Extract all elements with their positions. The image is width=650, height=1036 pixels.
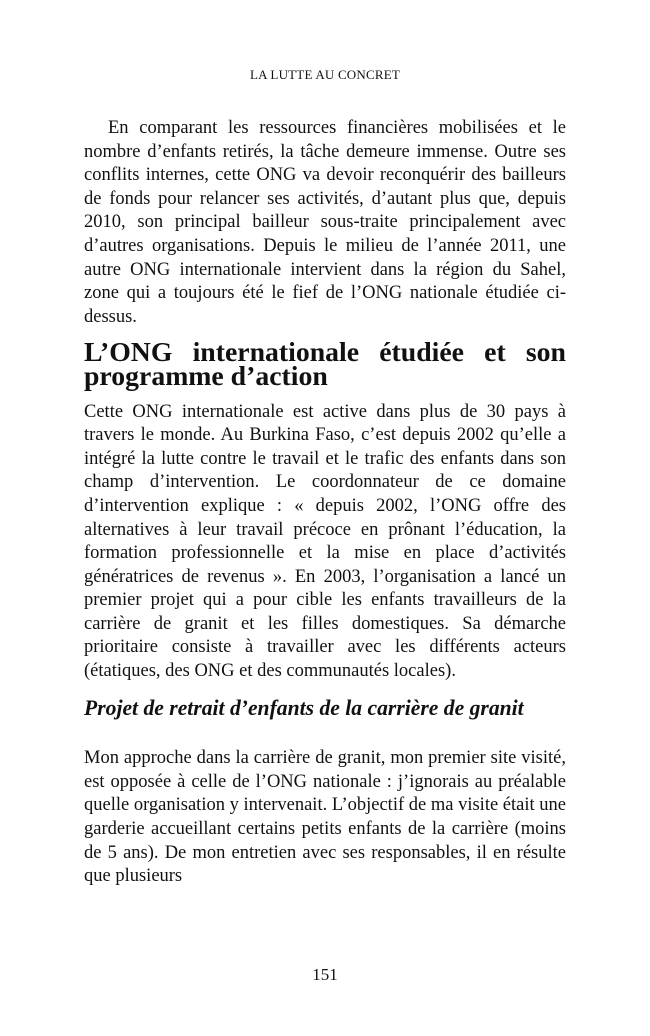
paragraph-2: Cette ONG internationale est active dans plus de 30 pays à travers le monde. Au Burkina Faso, c’est depuis 2002 qu’elle a intégré la lutte contre le travail et le trafic des enfants dans son champ d’intervention. Le coordonnateur de ce domaine d’intervention explique : « depuis 2002, l’ONG offre des alternatives à leur travail précoce en prônant l’éducation, la formation professionnelle et la mise en place d’activités génératrices de revenus ». En 2003, l’organisation a lancé un premier projet qui a pour cible les enfants travailleurs de la carrière de granit et les filles domestiques. Sa démarche prioritaire consiste à travailler avec les différents acteurs (étatiques, des ONG et des communautés locales). (84, 401, 566, 682)
running-header: LA LUTTE AU CONCRET (249, 67, 401, 82)
paragraph-3: Mon approche dans la carrière de granit, mon premier site visité, est opposée à celle de l’ONG nationale : j’ignorais au préalable quelle organisation y intervenait. L’objectif de ma visite était une garderie accueillant certains petits enfants de la carrière (moins de 5 ans). De mon entretien avec ses responsables, il en résulte que plusieurs (84, 748, 566, 887)
paragraph-1: En comparant les ressources financières mobilisées et le nombre d’enfants retirés, la tâche demeure immense. Outre ses conflits internes, cette ONG va devoir reconquérir des bailleurs de fonds pour relancer ses activités, d’autant plus que, depuis 2010, son principal bailleur sous-traite principalement avec d’autres organisations. Depuis le milieu de l’année 2011, une autre ONG internationale intervient dans la région du Sahel, zone qui a toujours été le fief de l’ONG nationale étudiée ci-dessus. (84, 118, 566, 327)
page-number: 151 (312, 965, 338, 984)
body-text (84, 117, 566, 889)
subsection-heading: Projet de retrait d’enfants de la carrière de granit (84, 695, 524, 720)
section-heading: L’ONG internationale étudiée et son programme d’action (84, 337, 566, 392)
